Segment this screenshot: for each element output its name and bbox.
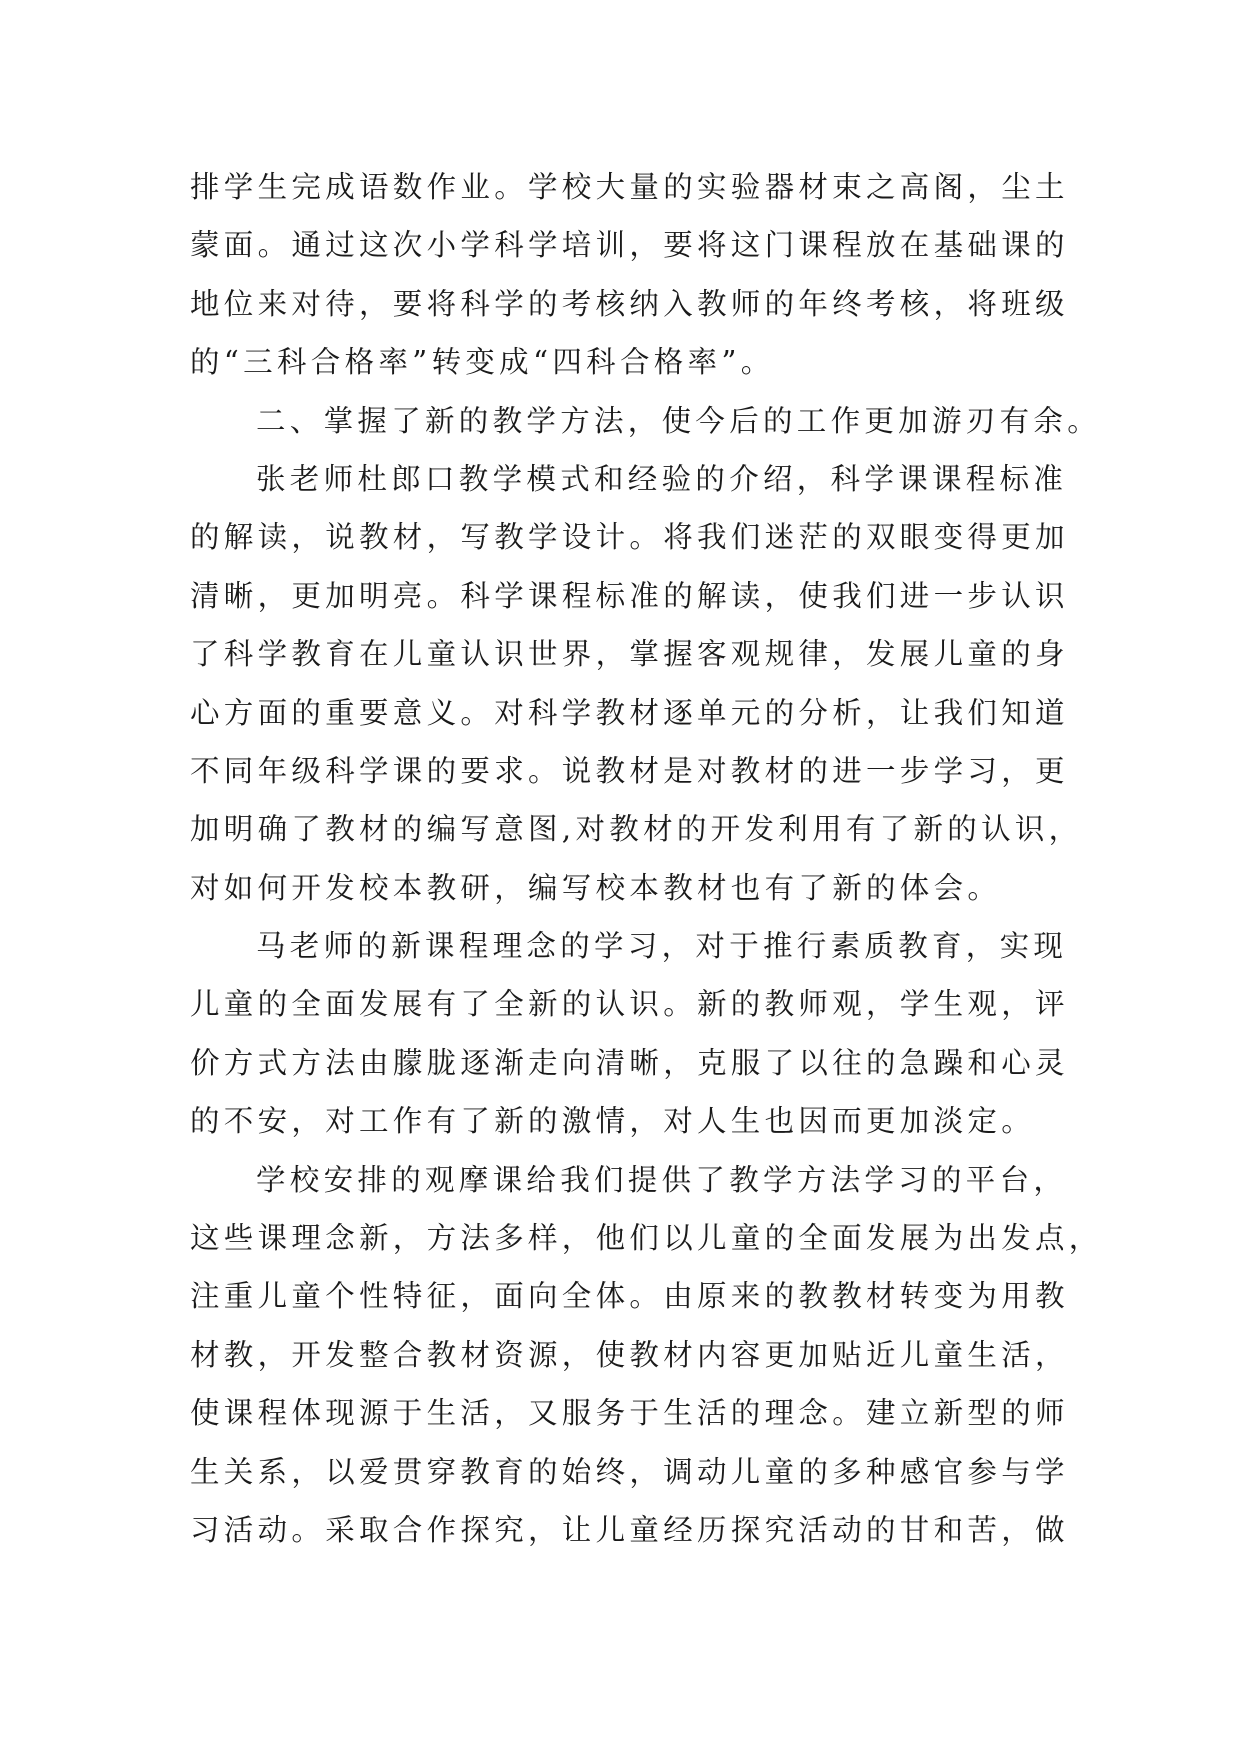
text-line: 的“三科合格率”转变成“四科合格率”。 bbox=[190, 345, 775, 380]
text-line: 生关系，以爱贯穿教育的始终，调动儿童的多种感官参与学 bbox=[190, 1454, 1069, 1489]
text-line: 材教，开发整合教材资源，使教材内容更加贴近儿童生活， bbox=[190, 1337, 1069, 1372]
text-line: 的解读，说教材，写教学设计。将我们迷茫的双眼变得更加 bbox=[190, 520, 1069, 555]
text-line: 排学生完成语数作业。学校大量的实验器材束之高阁，尘土 bbox=[190, 170, 1069, 204]
text-line: 使课程体现源于生活，又服务于生活的理念。建立新型的师 bbox=[190, 1396, 1069, 1431]
text-line: 了科学教育在儿童认识世界，掌握客观规律，发展儿童的身 bbox=[190, 637, 1069, 672]
text-line: 对如何开发校本教研，编写校本教材也有了新的体会。 bbox=[190, 870, 1002, 905]
text-line: 加明确了教材的编写意图,对教材的开发利用有了新的认识， bbox=[190, 812, 1083, 847]
text-line: 习活动。采取合作探究，让儿童经历探究活动的甘和苦，做 bbox=[190, 1512, 1069, 1547]
text-line: 不同年级科学课的要求。说教材是对教材的进一步学习，更 bbox=[190, 753, 1069, 788]
text-line: 的不安，对工作有了新的激情，对人生也因而更加淡定。 bbox=[190, 1104, 1036, 1139]
text-line: 二、掌握了新的教学方法，使今后的工作更加游刃有余。 bbox=[256, 403, 1102, 438]
text-line: 价方式方法由朦胧逐渐走向清晰，克服了以往的急躁和心灵 bbox=[190, 1045, 1069, 1080]
text-line: 心方面的重要意义。对科学教材逐单元的分析，让我们知道 bbox=[190, 695, 1069, 730]
text-line: 学校安排的观摩课给我们提供了教学方法学习的平台， bbox=[256, 1162, 1068, 1197]
text-line: 清晰，更加明亮。科学课程标准的解读，使我们进一步认识 bbox=[190, 578, 1069, 613]
text-line: 蒙面。通过这次小学科学培训，要将这门课程放在基础课的 bbox=[190, 228, 1069, 263]
text-line: 这些课理念新，方法多样，他们以儿童的全面发展为出发点， bbox=[190, 1221, 1103, 1256]
text-line: 儿童的全面发展有了全新的认识。新的教师观，学生观，评 bbox=[190, 987, 1069, 1022]
text-line: 注重儿童个性特征，面向全体。由原来的教教材转变为用教 bbox=[190, 1279, 1069, 1314]
text-line: 地位来对待，要将科学的考核纳入教师的年终考核，将班级 bbox=[190, 286, 1069, 321]
document-body bbox=[190, 158, 1103, 1559]
text-line: 张老师杜郎口教学模式和经验的介绍，科学课课程标准 bbox=[256, 461, 1068, 496]
text-line: 马老师的新课程理念的学习，对于推行素质教育，实现 bbox=[256, 929, 1068, 964]
